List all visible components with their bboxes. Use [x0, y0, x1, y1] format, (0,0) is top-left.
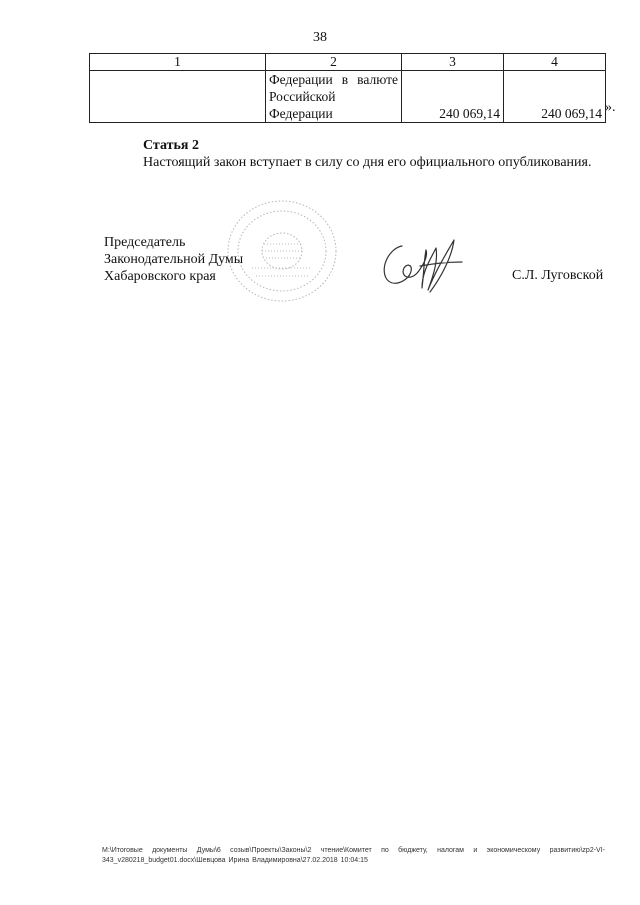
table-cell-amount-2019: 240 069,14: [402, 71, 504, 123]
table-cell-amount-2020: 240 069,14: [504, 71, 606, 123]
budget-table: [89, 53, 606, 123]
table-cell-code: [90, 71, 266, 123]
article-title: Статья 2: [143, 138, 199, 153]
table-cell-description: [266, 71, 402, 123]
closing-quote: ».: [605, 100, 616, 115]
table-row: [90, 71, 606, 123]
signatory-name: С.Л. Луговской: [512, 268, 604, 283]
signatory-position-line: Хабаровского края: [104, 269, 216, 284]
column-header-4: 4: [504, 54, 606, 71]
signatory-position-line: Законодательной Думы: [104, 252, 244, 267]
column-header-3: 3: [402, 54, 504, 71]
article-text: Настоящий закон вступает в силу со дня его официального опубликования.: [143, 155, 592, 170]
column-header-2: 2: [266, 54, 402, 71]
description-line: Федерации: [269, 106, 333, 121]
column-header-1: 1: [90, 54, 266, 71]
table-header-row: [90, 54, 606, 71]
signatory-position-line: Председатель: [104, 235, 186, 250]
handwritten-signature: [372, 226, 472, 296]
document-file-path: M:\Итоговые документы Думы\6 созыв\Проекты\Законы\2 чтение\Комитет по бюджету, налогам и экономическому развитию\zp2-VI-343_v280218_budget01.docx\Шевцова Ирина Владимировна\27.02.2018 10:04:15: [102, 847, 605, 864]
description-line: Федерации в валюте: [269, 72, 398, 87]
page-number: 38: [313, 30, 327, 45]
description-line: Российской: [269, 89, 336, 104]
signatory-position: [104, 234, 243, 285]
